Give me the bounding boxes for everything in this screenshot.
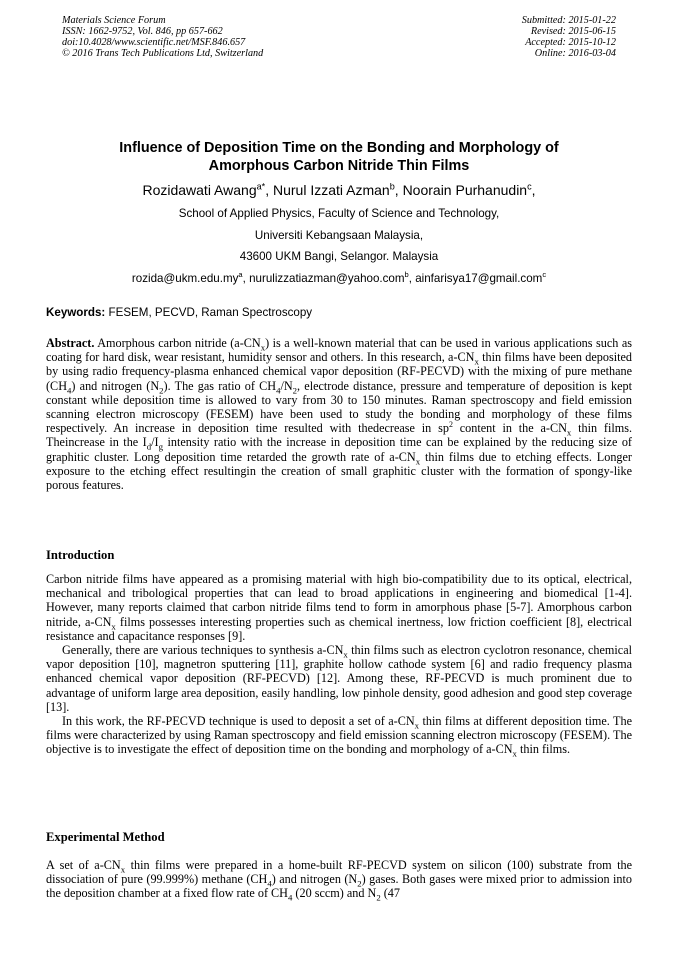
subscript: x [566,427,572,438]
subscript: 4 [276,385,281,396]
abstract-text: thin films have been deposited by using radio frequency-plasma enhanced chemical vapor deposition (RF-PECVD) with the mixing of pure methane (CH [46,350,632,393]
intro-paragraph [46,643,632,714]
subscript: x [512,748,517,759]
subscript: 4 [287,892,293,903]
subscript: 4 [267,878,272,889]
keywords-label: Keywords: [46,306,106,319]
paragraph-text: thin films at different deposition time. The films were characterized by using Raman spectroscopy and field emission scanning electron microscopy (FESEM). The objective is to investigate the effect of deposition time on the bonding and morphology of a-CN [46,714,632,757]
abstract-text: intensity ratio with the increase in deposition time can be explained by the reducing size of graphitic cluster. Long deposition time retarded the growth rate of a-CN [46,435,632,464]
paper-title [40,139,638,175]
subscript: g [158,441,163,452]
author-separator: , [394,182,403,198]
abstract-label: Abstract. [46,336,95,350]
author-mark: c [527,181,532,192]
abstract-text: ) and nitrogen (N [71,378,160,393]
subscript: x [415,456,421,467]
date-revised: Revised: 2015-06-15 [530,26,616,37]
paragraph-text: Generally, there are various techniques to synthesis a-CN [62,643,344,658]
experimental-paragraph [46,858,632,901]
experimental-body [46,858,632,901]
subscript: 2 [357,878,362,889]
keywords-text: FESEM, PECVD, Raman Spectroscopy [105,306,313,319]
paragraph-text: (47 [380,886,400,901]
date-accepted: Accepted: 2015-10-12 [525,37,616,48]
author-separator: , [531,182,536,198]
email-mark: c [542,270,547,280]
author-mark: b [389,181,395,192]
paragraph-text: A set of a-CN [46,858,121,872]
abstract-text: ) is a well-known material that can be used in various applications such as coating for hard disk, wear resistant, humidity sensor and others. In this research, a-CN [46,336,632,365]
abstract-text: , electrode distance, pressure and temperature of deposition is kept constant while deposition time is allowed to vary from 30 to 150 minutes. Raman spectroscopy and field emission scanning electron microscopy (FESEM) have been used to study the bonding and morphology of these films respectively. An increase in deposition time resulted with thedecrease in sp [46,378,632,436]
keywords [46,306,312,320]
paragraph-text: ) and nitrogen (N [271,872,358,887]
journal-doi: doi:10.4028/www.scientific.net/MSF.846.657 [62,37,246,48]
title-line-1: Influence of Deposition Time on the Bonding and Morphology of [119,140,559,156]
subscript: x [111,621,116,632]
title-line-2: Amorphous Carbon Nitride Thin Films [208,158,470,174]
email-link[interactable]: nurulizzatiazman@yahoo.com [249,272,405,285]
submission-dates [522,15,616,59]
superscript: 2 [448,420,453,430]
abstract-text: /N [280,378,293,393]
date-online: Online: 2016-03-04 [534,48,616,59]
author-list [0,181,678,199]
subscript: x [260,342,266,353]
author-name: Nurul Izzati Azman [273,182,390,198]
journal-issn: ISSN: 1662-9752, Vol. 846, pp 657-662 [62,26,223,37]
subscript: 2 [159,385,164,396]
journal-header [62,15,263,59]
paragraph-text: thin films were prepared in a home-built RF-PECVD system on silicon (100) substrate from the dissociation of pure (99.999%) methane (CH [46,858,633,887]
abstract-text: ). The gas ratio of CH [163,378,277,393]
affiliation-line-3: 43600 UKM Bangi, Selangor. Malaysia [239,250,439,263]
paragraph-text: In this work, the RF-PECVD technique is used to deposit a set of a-CN [62,714,415,729]
subscript: x [414,720,420,731]
email-mark: a [238,270,243,280]
introduction-body [46,572,632,757]
affiliation-line-1: School of Applied Physics, Faculty of Science and Technology, [178,207,500,220]
subscript: 2 [376,892,381,903]
journal-copyright: © 2016 Trans Tech Publications Ltd, Switzerland [62,48,264,59]
email-separator: , [242,272,250,285]
subscript: d [146,441,152,452]
abstract-text: thin films. Theincrease in the I [46,421,633,450]
email-mark: b [404,270,409,280]
date-submitted: Submitted: 2015-01-22 [521,15,616,26]
paragraph-text: thin films such as electron cyclotron resonance, chemical vapor deposition [10], magnetron sputtering [11], graphite hollow cathode system [6] and radio frequency plasma enhanced chemical vapor deposition (RF-PECVD) [12]. Among these, RF-PECVD is much prominent due to advantage of uniform large area deposition, easily handling, low pinhole density, good adhesion and good step coverage [13]. [46,643,632,714]
journal-name: Materials Science Forum [62,15,166,26]
subscript: x [343,649,348,660]
abstract-text: Amorphous carbon nitride (a-CN [94,336,261,350]
paragraph-text: thin films. [516,742,571,757]
paragraph-text: ) gases. Both gases were mixed prior to admission into the deposition chamber at a fixed flow rate of CH [46,872,632,901]
author-emails [0,272,678,286]
email-link[interactable]: rozida@ukm.edu.my [131,272,239,285]
email-separator: , [408,272,416,285]
abstract-text: thin films due to etching effects. Longer exposure to the etching effect resultingin the creation of small graphitic cluster with the formation of spongy-like porous features. [46,449,632,493]
intro-paragraph [46,572,632,643]
subscript: x [120,864,126,875]
abstract-text: /I [151,435,159,450]
affiliation-line-2: Universiti Kebangsaan Malaysia, [254,229,424,242]
author-name: Noorain Purhanudin [402,182,528,198]
email-link[interactable]: ainfarisya17@gmail.com [415,272,543,285]
intro-paragraph [46,714,632,757]
subscript: x [474,356,479,367]
subscript: 2 [292,385,298,396]
paragraph-text: films possesses interesting properties such as chemical inertness, low friction coefficient [8], electrical resistance and capacitance responses [9]. [46,614,632,643]
author-mark: a* [256,181,266,192]
abstract-text: content in the a-CN [452,421,567,436]
section-heading-introduction: Introduction [46,548,115,562]
section-heading-experimental: Experimental Method [46,830,165,844]
author-separator: , [265,182,273,198]
paragraph-text: Carbon nitride films have appeared as a promising material with high bio-compatibility due to its optical, electrical, mechanical and tribological properties that can lead to broad applications in engineering and biomedical [1-4]. However, many reports claimed that carbon nitride films tend to form in amorphous phase [5-7]. Amorphous carbon nitride, a-CN [46,572,632,629]
author-name: Rozidawati Awang [142,182,257,198]
abstract [46,336,632,492]
subscript: 4 [67,385,72,396]
paragraph-text: (20 sccm) and N [292,886,377,901]
